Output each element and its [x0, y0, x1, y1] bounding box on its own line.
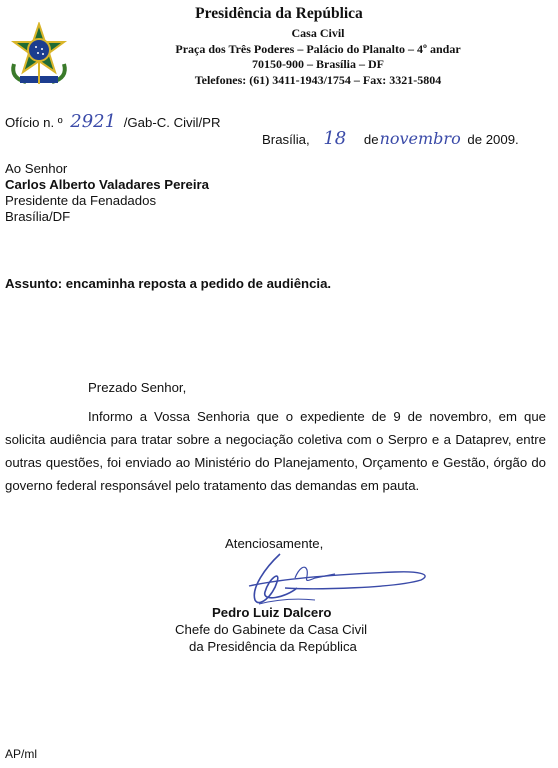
signatory-title-1: Chefe do Gabinete da Casa Civil — [175, 622, 368, 637]
date-line — [262, 128, 519, 149]
body-text: Informo a Vossa Senhoria que o expediente de 9 de novembro, em que solicita audiência para tratar sobre a negociação coletiva com o Serpro e a Dataprev, entre outras questões, foi enviado ao Ministério do Planejamento, Orçamento e Gestão, órgão do governo federal responsável pelo tratamento das demandas em pauta. — [5, 409, 546, 493]
subject-line: Assunto: encaminha reposta a pedido de audiência. — [5, 276, 332, 291]
recipient-salutation: Ao Senhor — [5, 161, 68, 176]
recipient-name: Carlos Alberto Valadares Pereira — [5, 177, 210, 192]
coat-of-arms-emblem — [6, 22, 72, 88]
date-city: Brasília, — [262, 132, 310, 147]
letterhead-postal: 70150-900 – Brasília – DF — [252, 57, 384, 71]
recipient-place: Brasília/DF — [5, 209, 71, 224]
letterhead-office: Casa Civil — [291, 26, 345, 40]
body-paragraph — [5, 405, 546, 497]
letterhead-address: Praça dos Três Poderes – Palácio do Planalto – 4º andar — [175, 42, 461, 56]
date-year: 2009. — [485, 132, 519, 147]
signatory-title-2: da Presidência da República — [189, 639, 357, 654]
closing: Atenciosamente, — [225, 536, 324, 551]
letterhead-title: Presidência da República — [195, 5, 363, 22]
handwritten-signature — [225, 548, 445, 610]
date-de-1: de — [363, 132, 379, 147]
signatory-name: Pedro Luiz Dalcero — [212, 605, 332, 620]
oficio-reference — [5, 111, 220, 132]
oficio-number: 2921 — [70, 111, 117, 132]
letterhead-phones: Telefones: (61) 3411-1943/1754 – Fax: 3321-5804 — [194, 73, 442, 87]
date-day: 18 — [323, 128, 347, 149]
oficio-prefix: Ofício n. º — [5, 115, 63, 130]
oficio-suffix: /Gab-C. Civil/PR — [123, 115, 221, 130]
typist-initials: AP/ml — [5, 747, 38, 761]
recipient-role: Presidente da Fenadados — [5, 193, 157, 208]
greeting: Prezado Senhor, — [88, 380, 187, 395]
date-month: novembro — [379, 129, 461, 148]
date-de-2: de — [467, 132, 483, 147]
